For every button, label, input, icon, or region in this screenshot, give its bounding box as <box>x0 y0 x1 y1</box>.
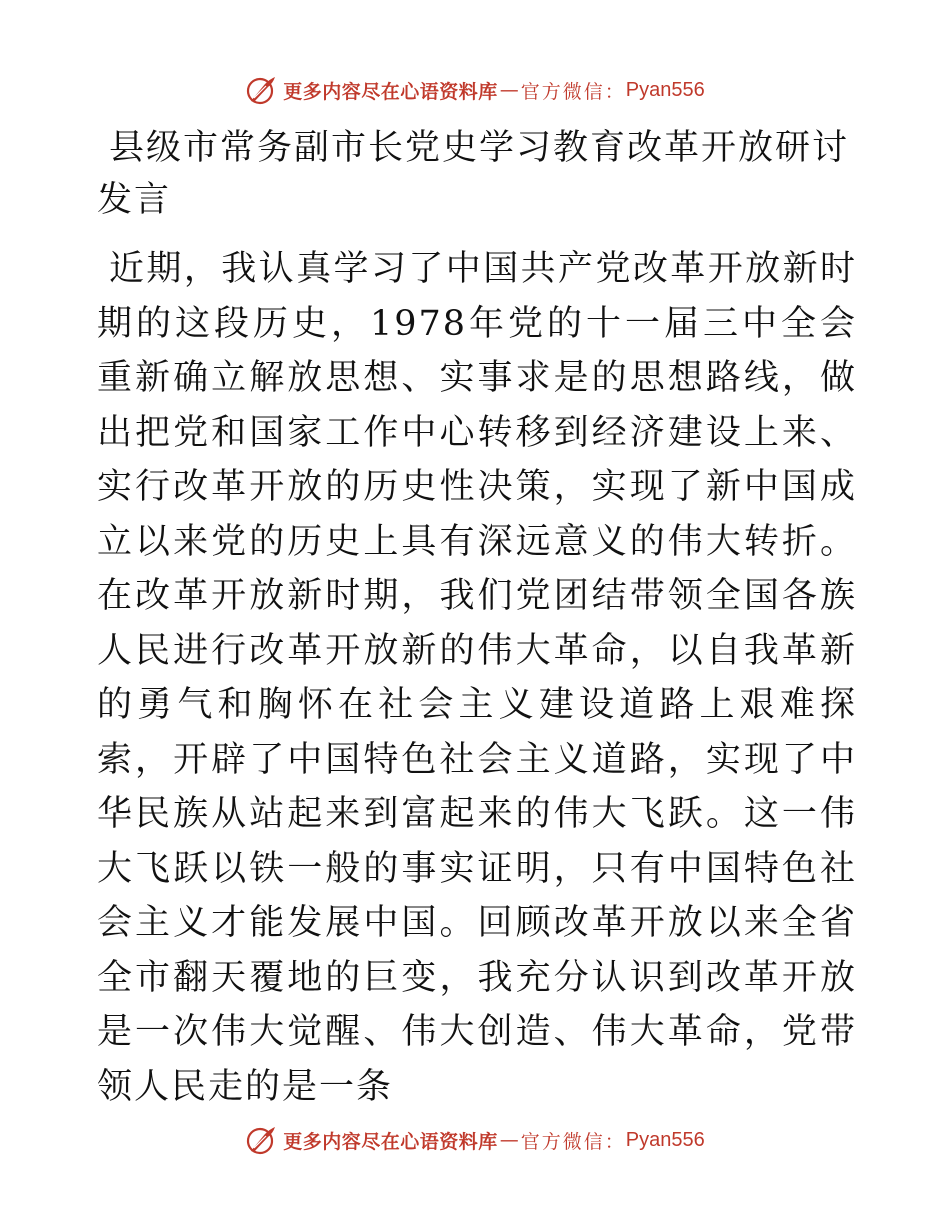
header-banner <box>0 70 950 110</box>
banner-wechat-label: 官方微信： <box>520 1130 626 1153</box>
banner-wechat-id: Pyan556 <box>625 1128 705 1151</box>
document-body <box>97 122 857 1114</box>
quill-pen-circle-icon <box>245 74 277 106</box>
document-paragraph: 近期，我认真学习了中国共产党改革开放新时期的这段历史，1978年党的十一届三中全会重新确立解放思想、实事求是的思想路线，做出把党和国家工作中心转移到经济建设上来、实行改革开放的历史性决策，实现了新中国成立以来党的历史上具有深远意义的伟大转折。在改革开放新时期，我们党团结带领全国各族人民进行改革开放新的伟大革命，以自我革新的勇气和胸怀在社会主义建设道路上艰难探索，开辟了中国特色社会主义道路，实现了中华民族从站起来到富起来的伟大飞跃。这一伟大飞跃以铁一般的事实证明，只有中国特色社会主义才能发展中国。回顾改革开放以来全省全市翻天覆地的巨变，我充分认识到改革开放是一次伟大觉醒、伟大创造、伟大革命，党带领人民走的是一条 <box>97 249 857 1107</box>
banner-wechat-label: 官方微信： <box>520 80 626 103</box>
document-title: 县级市常务副市长党史学习教育改革开放研讨发言 <box>97 128 850 220</box>
footer-banner <box>0 1120 950 1160</box>
banner-slogan: 更多内容尽在心语资料库 <box>283 80 498 103</box>
banner-wechat-id: Pyan556 <box>625 78 705 101</box>
quill-pen-circle-icon <box>245 1124 277 1156</box>
banner-slogan: 更多内容尽在心语资料库 <box>283 1130 498 1153</box>
banner-dash: — <box>499 1129 519 1151</box>
banner-dash: — <box>499 79 519 101</box>
